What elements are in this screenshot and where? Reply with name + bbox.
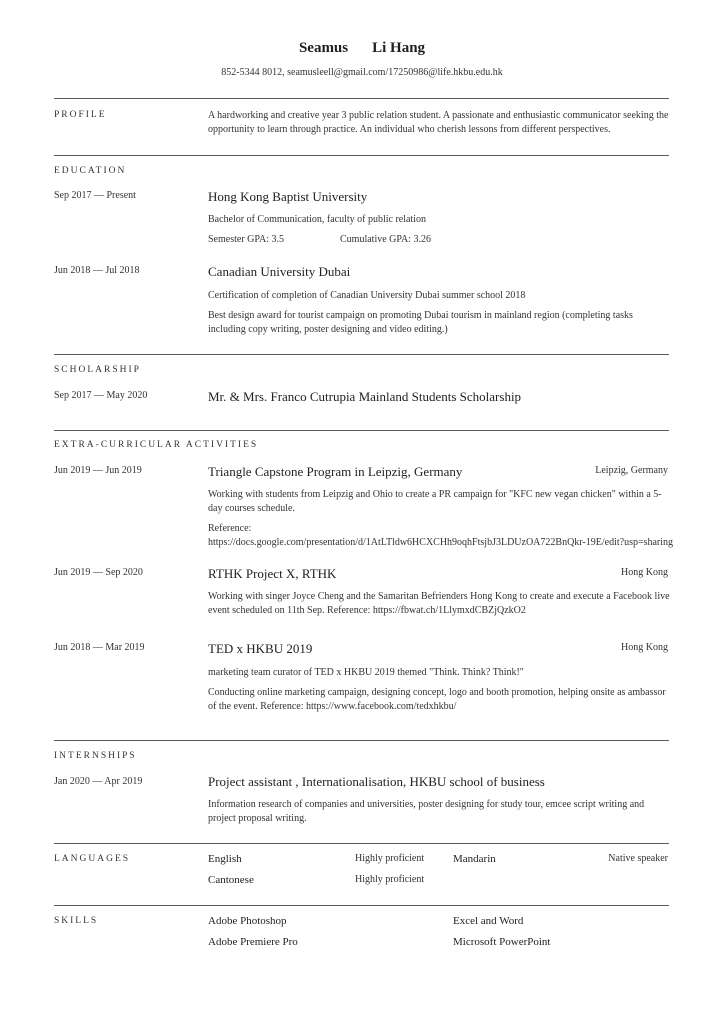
entry-detail: Certification of completion of Canadian University Dubai summer school 2018 xyxy=(208,290,526,301)
section-divider xyxy=(54,98,669,99)
entry-location: Hong Kong xyxy=(621,642,668,653)
reference-link[interactable]: https://docs.google.com/presentation/d/1AtLTldw6HCXCHh9oqhFtsjbJ3LDUzOA722BnQkr-19E/edit?usp=sharing xyxy=(208,537,674,548)
entry-date: Jun 2019 — Jun 2019 xyxy=(54,465,142,476)
entry-detail: Reference: xyxy=(208,523,252,534)
activities-heading: EXTRA-CURRICULAR ACTIVITIES xyxy=(54,440,259,450)
entry-detail: marketing team curator of TED x HKBU 2019 themed "Think. Think? Think!" xyxy=(208,667,524,678)
first-name: Seamus xyxy=(298,40,349,56)
skill-item: Microsoft PowerPoint xyxy=(453,936,551,948)
internships-heading: INTERNSHIPS xyxy=(54,751,137,761)
section-divider xyxy=(54,430,669,431)
last-name: Li Hang xyxy=(372,40,426,56)
section-divider xyxy=(54,155,669,156)
skills-heading: SKILLS xyxy=(54,916,99,926)
section-divider xyxy=(54,905,669,906)
entry-title: Project assistant , Internationalisation, HKBU school of business xyxy=(208,774,545,789)
entry-title: TED x HKBU 2019 xyxy=(208,641,313,656)
entry-detail: Working with students from Leipzig and Ohio to create a PR campaign for "KFC new vegan chicken" within a 5-day courses schedule. xyxy=(208,489,662,514)
entry-title: Triangle Capstone Program in Leipzig, Germany xyxy=(208,464,463,479)
entry-date: Sep 2017 — Present xyxy=(54,190,136,201)
entry-detail: Information research of companies and universities, poster designing for study tour, emcee script writing and project proposal writing. xyxy=(208,799,645,824)
entry-detail: Best design award for tourist campaign on promoting Dubai tourism in mainland region (completing tasks including copy writing, poster designing and video editing.) xyxy=(208,310,633,335)
section-divider xyxy=(54,740,669,741)
entry-title: Canadian University Dubai xyxy=(208,264,351,279)
entry-date: Sep 2017 — May 2020 xyxy=(54,390,148,401)
entry-detail: Working with singer Joyce Cheng and the Samaritan Befrienders Hong Kong to create and execute a Facebook live event scheduled on 11th Sep. Reference: https://fbwat.ch/1LlymxdCBZjQzkO2 xyxy=(208,591,670,616)
language-level: Native speaker xyxy=(608,853,668,864)
entry-location: Hong Kong xyxy=(621,567,668,578)
entry-date: Jun 2018 — Jul 2018 xyxy=(54,265,140,276)
education-heading: EDUCATION xyxy=(54,166,127,176)
language-name: Cantonese xyxy=(208,874,254,886)
entry-title: Hong Kong Baptist University xyxy=(208,189,368,204)
skill-item: Excel and Word xyxy=(453,915,524,927)
entry-location: Leipzig, Germany xyxy=(595,465,668,476)
entry-date: Jan 2020 — Apr 2019 xyxy=(54,776,143,787)
skill-item: Adobe Premiere Pro xyxy=(208,936,298,948)
section-divider xyxy=(54,354,669,355)
entry-date: Jun 2019 — Sep 2020 xyxy=(54,567,143,578)
cumulative-gpa: Cumulative GPA: 3.26 xyxy=(340,234,432,245)
candidate-name xyxy=(0,40,724,57)
profile-heading: PROFILE xyxy=(54,110,107,120)
contact-info: 852-5344 8012, seamusleell@gmail.com/17250986@life.hkbu.edu.hk xyxy=(221,67,503,78)
entry-title: RTHK Project X, RTHK xyxy=(208,566,337,581)
language-level: Highly proficient xyxy=(355,853,425,864)
section-divider xyxy=(54,843,669,844)
entry-date: Jun 2018 — Mar 2019 xyxy=(54,642,145,653)
language-name: English xyxy=(208,853,242,865)
semester-gpa: Semester GPA: 3.5 xyxy=(208,234,285,245)
entry-title: Mr. & Mrs. Franco Cutrupia Mainland Students Scholarship xyxy=(208,389,522,404)
languages-heading: LANGUAGES xyxy=(54,854,131,864)
entry-detail: Conducting online marketing campaign, designing concept, logo and booth promotion, helping onsite as ambassor of the event. Reference: https://www.facebook.com/tedxhkbu/ xyxy=(208,687,666,712)
entry-detail: Bachelor of Communication, faculty of public relation xyxy=(208,214,426,225)
language-level: Highly proficient xyxy=(355,874,425,885)
language-name: Mandarin xyxy=(453,853,496,865)
profile-text: A hardworking and creative year 3 public relation student. A passionate and enthusiastic communicator seeking the opportunity to learn through practice. An individual who cherish lessons from different perspectives. xyxy=(208,110,669,135)
scholarship-heading: SCHOLARSHIP xyxy=(54,365,141,375)
skill-item: Adobe Photoshop xyxy=(208,915,287,927)
